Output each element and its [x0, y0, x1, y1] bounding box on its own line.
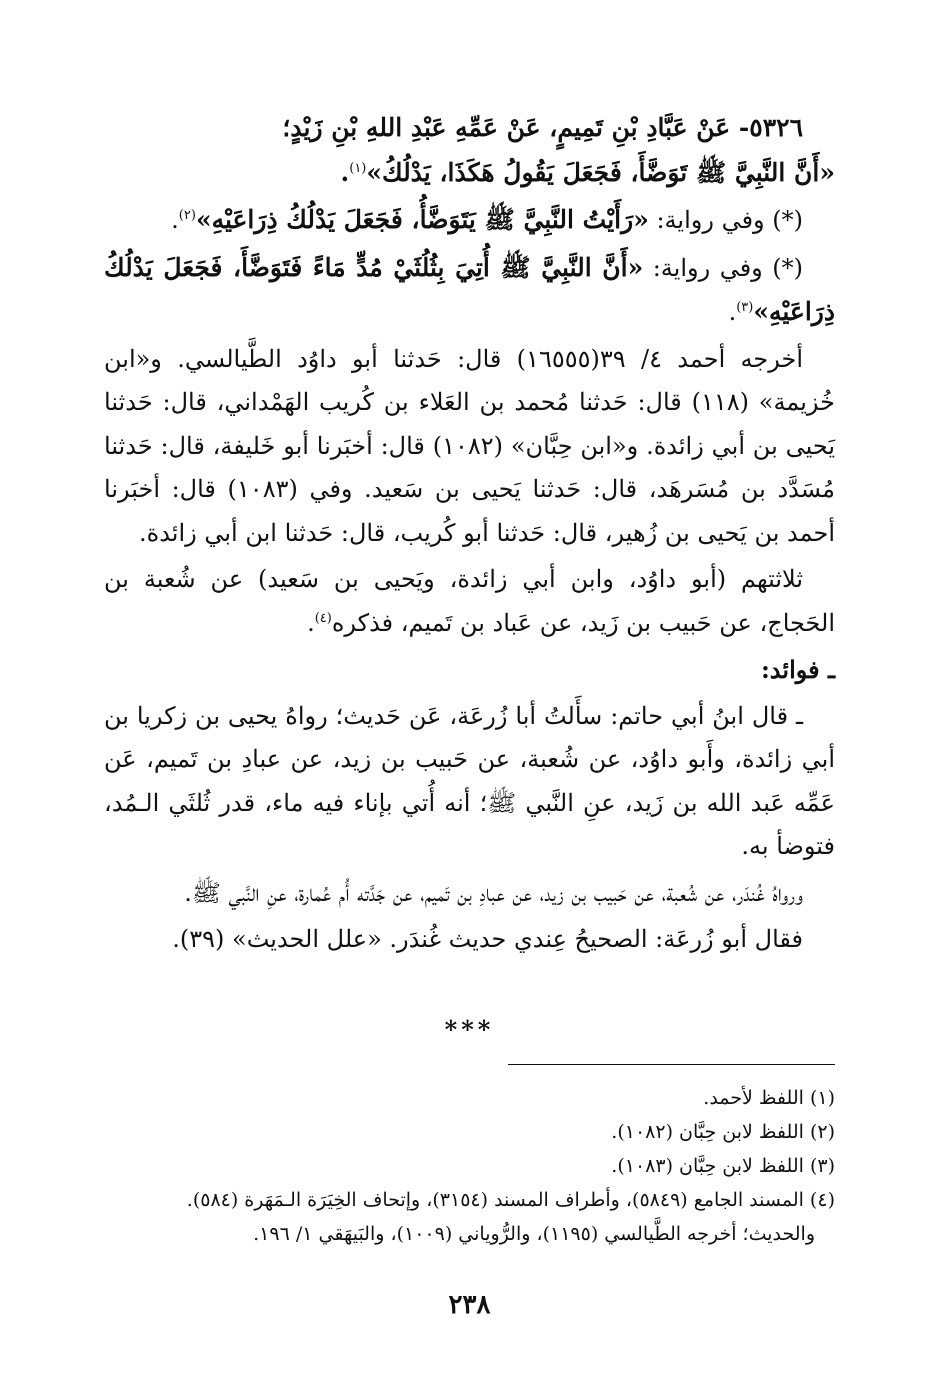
footnote-ref-4[interactable]: (٤)	[314, 610, 332, 626]
hadith-isnad: ٥٣٢٦- عَنْ عَبَّادِ بْنِ تَمِيمٍ، عَنْ عَمِّهِ عَبْدِ اللهِ بْنِ زَيْدٍ؛	[282, 113, 803, 142]
variant-1-text: «رَأَيْتُ النَّبِيَّ ﷺ يَتَوَضَّأُ، فَجَعَلَ يَدْلُكُ ذِرَاعَيْهِ»	[195, 205, 649, 234]
hadith-paragraph: ٥٣٢٦- عَنْ عَبَّادِ بْنِ تَمِيمٍ، عَنْ عَمِّهِ عَبْدِ اللهِ بْنِ زَيْدٍ؛ «أَنَّ النَّبِيَّ ﷺ تَوَضَّأَ، فَجَعَلَ يَقُولُ هَكَذَا، يَدْلُكُ»$^{(١)}$.	[282, 113, 835, 187]
fawaid-paragraph-3: فقال أبو زُرعَة: الصحيحُ عِندي حديث غُندَر. «علل الحديث» (٣٩).	[172, 925, 803, 953]
variant-2: (*) وفي رواية: «أَنَّ النَّبِيَّ ﷺ أُتِيَ بِثُلُثَيْ مُدٍّ مَاءً فَتَوَضَّأَ، فَجَعَلَ يَدْلُكُ ذِرَاعَيْهِ»$^{(٣)}$.	[104, 252, 835, 326]
takhrij-paragraph-1: أخرجه أحمد ٤/ ٣٩(١٦٥٥٥) قال: حَدثنا أبو داوُد الطَّيالسي. و«ابن خُزيمة» (١١٨) قال: حَدثنا مُحمد بن العَلاء بن كُريب الهَمْداني، قال: حَدثنا يَحيى بن أبي زائدة. و«ابن حِبَّان» (١٠٨٢) قال: أخبَرنا أبو خَليفة، قال: حَدثنا مُسَدَّد بن مُسَرهَد، قال: حَدثنا يَحيى بن سَعيد. وفي (١٠٨٣) قال: أخبَرنا أحمد بن يَحيى بن زُهير، قال: حَدثنا أبو كُريب، قال: حَدثنا ابن أبي زائدة.	[104, 344, 835, 547]
page-number: ٢٣٨	[448, 1290, 491, 1320]
hadith-matn: «أَنَّ النَّبِيَّ ﷺ تَوَضَّأَ، فَجَعَلَ يَقُولُ هَكَذَا، يَدْلُكُ»	[366, 157, 835, 187]
variant-1: (*) وفي رواية: «رَأَيْتُ النَّبِيَّ ﷺ يَتَوَضَّأُ، فَجَعَلَ يَدْلُكُ ذِرَاعَيْهِ»$^{(٢)}$.	[171, 205, 803, 234]
footnote-3: (٣) اللفظ لابن حِبَّان (١٠٨٣).	[611, 1155, 835, 1177]
fawaid-paragraph-2: ورواهُ غُندَر، عن شُعبة، عن حَبيب بن زيد، عن عبادِ بن تَميم، عن جَدَّته أُم عُمارة، عنِ النَّبي ﷺ.	[184, 878, 803, 907]
footnote-1: (١) اللفظ لأحمد.	[703, 1087, 835, 1109]
variant-2-prefix: (*) وفي رواية:	[652, 253, 804, 282]
footnote-ref-3[interactable]: (٣)	[736, 300, 754, 315]
section-separator: ***	[444, 1015, 495, 1044]
footnote-4: (٤) المسند الجامع (٥٨٤٩)، وأطراف المسند (٣١٥٤)، وإتحاف الخِيَرَة الـمَهَرة (٥٨٤).	[186, 1189, 835, 1211]
takhrij-paragraph-2: ثلاثتهم (أبو داوُد، وابن أبي زائدة، ويَحيى بن سَعيد) عن شُعبة بن الحَجاج، عن حَبيب بن زَيد، عن عَباد بن تَميم، فذكره$^{(٤)}$.	[104, 565, 835, 637]
variant-1-prefix: (*) وفي رواية:	[656, 206, 803, 234]
footnote-ref-2[interactable]: (٢)	[178, 208, 196, 223]
footnote-divider	[508, 1064, 835, 1065]
footnotes	[104, 1081, 835, 1251]
variant-2-text: «أَنَّ النَّبِيَّ ﷺ أُتِيَ بِثُلُثَيْ مُدٍّ مَاءً فَتَوَضَّأَ، فَجَعَلَ يَدْلُكُ ذِرَاعَيْهِ»	[104, 252, 835, 326]
takhrij-paragraph-2-text: ثلاثتهم (أبو داوُد، وابن أبي زائدة، ويَحيى بن سَعيد) عن شُعبة بن الحَجاج، عن حَبيب بن زَيد، عن عَباد بن تَميم، فذكره	[104, 565, 835, 637]
footnote-2: (٢) اللفظ لابن حِبَّان (١٠٨٢).	[611, 1121, 835, 1143]
footnote-4-continuation: والحديث؛ أخرجه الطَّيالسي (١١٩٥)، والرُّوياني (١٠٠٩)، والبَيهَقي ١/ ١٩٦.	[253, 1223, 815, 1245]
fawaid-paragraph-1: ـ قال ابنُ أبي حاتم: سأَلتُ أبا زُرعَة، عَن حَديث؛ رواهُ يحيى بن زكريا بن أبي زائدة، وأَبو داوُد، عن شُعبة، عن حَبيب بن زيد، عن عبادِ بن تَميم، عَن عَمِّه عَبد الله بن زَيد، عنِ النَّبي ﷺ؛ أنه أُتي بإناء فيه ماء، قدر ثُلثَي الـمُد، فتوضأ به.	[104, 701, 835, 860]
main-text	[104, 106, 835, 965]
fawaid-heading: ـ فوائد:	[760, 655, 835, 684]
footnote-ref-1[interactable]: (١)	[349, 160, 367, 176]
